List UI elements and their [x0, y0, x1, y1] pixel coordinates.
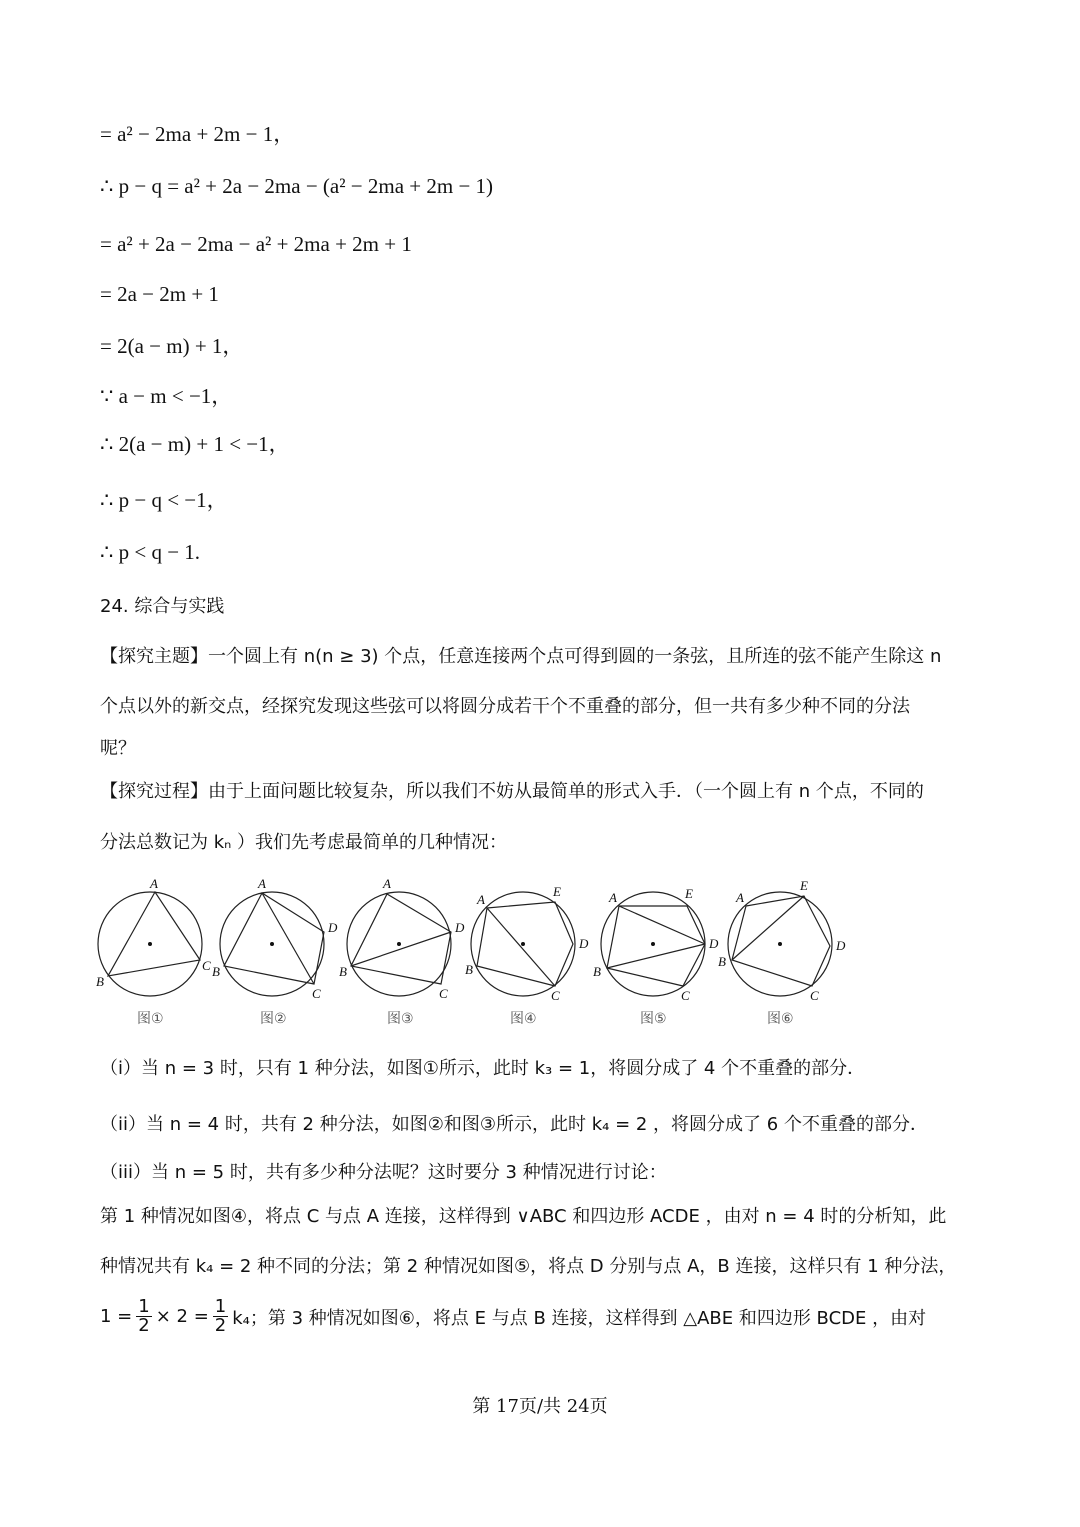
case-iii: （iii）当 n = 5 时，共有多少种分法呢？这时要分 3 种情况进行讨论：: [100, 1162, 667, 1183]
fraction-half: [136, 1298, 151, 1335]
question-title: 24. 综合与实践: [100, 596, 225, 617]
svg-text:A: A: [736, 890, 744, 905]
eq-part: 1 =: [100, 1306, 133, 1327]
fraction-denominator: 2: [214, 1315, 227, 1336]
figure-3: [339, 876, 465, 1001]
topic-line-1: [100, 642, 941, 668]
topic-label: 【探究主题】: [100, 646, 208, 667]
svg-text:C: C: [202, 958, 211, 973]
discussion-line-2: 种情况共有 k₄ = 2 种不同的分法；第 2 种情况如图⑤，将点 D 分别与点 A，B 连接，这样只有 1 种分法，: [100, 1256, 957, 1277]
topic-line-2: 个点以外的新交点，经探究发现这些弦可以将圆分成若干个不重叠的部分，但一共有多少种不同的分法: [100, 696, 910, 717]
svg-text:E: E: [685, 886, 693, 901]
math-line: ∴ p − q = a² + 2a − 2ma − (a² − 2ma + 2m − 1): [100, 174, 494, 198]
math-line: ∵ a − m < −1，: [100, 384, 233, 408]
figure-caption: 图⑥: [767, 1011, 794, 1027]
svg-text:C: C: [551, 988, 560, 1003]
math-line: = a² − 2ma + 2m − 1，: [100, 122, 295, 146]
svg-text:D: D: [709, 936, 719, 951]
process-text: 由于上面问题比较复杂，所以我们不妨从最简单的形式入手．（一个圆上有 n 个点，不同的: [208, 781, 924, 802]
process-line-1: [100, 777, 924, 803]
figure-caption: 图①: [137, 1011, 164, 1027]
figure-caption: 图⑤: [640, 1011, 667, 1027]
svg-text:D: D: [455, 920, 465, 935]
figure-6: [718, 878, 846, 1003]
svg-text:B: B: [339, 964, 347, 979]
fraction-numerator: 1: [214, 1296, 227, 1317]
eq-part: k₄；第 3 种情况如图⑥，将点 E 与点 B 连接，这样得到 △ABE 和四边形 BCDE ，由对: [232, 1307, 927, 1329]
discussion-line-3: [100, 1298, 926, 1335]
svg-text:A: A: [150, 876, 158, 891]
svg-text:C: C: [810, 988, 819, 1003]
figure-5: [593, 886, 719, 1003]
topic-text: 一个圆上有 n(n ≥ 3) 个点，任意连接两个点可得到圆的一条弦，且所连的弦不能产生除这 n: [208, 646, 942, 667]
fraction-denominator: 2: [138, 1315, 150, 1336]
svg-text:B: B: [465, 962, 473, 977]
svg-text:A: A: [383, 876, 391, 891]
fraction-half: [213, 1298, 228, 1335]
math-line: ∴ p − q < −1，: [100, 488, 228, 512]
math-line: ∴ 2(a − m) + 1 < −1，: [100, 432, 290, 456]
figure-caption: 图④: [510, 1011, 537, 1027]
discussion-line-1: 第 1 种情况如图④，将点 C 与点 A 连接，这样得到 ∨ABC 和四边形 ACDE ，由对 n = 4 时的分析知，此: [100, 1206, 947, 1227]
eq-part: × 2 =: [155, 1306, 209, 1327]
svg-text:B: B: [718, 954, 726, 969]
process-line-2: 分法总数记为 kₙ ）我们先考虑最简单的几种情况：: [100, 832, 508, 853]
svg-text:D: D: [579, 936, 589, 951]
svg-text:C: C: [312, 986, 321, 1001]
figure-1: [96, 876, 211, 996]
svg-text:A: A: [258, 876, 266, 891]
figure-4: [465, 884, 589, 1003]
math-line: ∴ p < q − 1.: [100, 540, 201, 564]
svg-text:A: A: [609, 890, 617, 905]
svg-text:E: E: [800, 878, 808, 893]
math-line: = 2(a − m) + 1，: [100, 334, 244, 358]
svg-text:D: D: [836, 938, 846, 953]
figure-2: [212, 876, 338, 1001]
case-i: （i）当 n = 3 时，只有 1 种分法，如图①所示，此时 k₃ = 1，将圆分成了 4 个不重叠的部分．: [100, 1058, 866, 1079]
fraction-numerator: 1: [138, 1296, 150, 1317]
svg-text:D: D: [328, 920, 338, 935]
figure-caption: 图②: [260, 1011, 287, 1027]
svg-text:E: E: [553, 884, 561, 899]
page-footer: 第 17页/共 24页: [472, 1396, 608, 1417]
figure-caption: 图③: [387, 1011, 414, 1027]
topic-line-3: 呢？: [100, 738, 136, 759]
chord-figures: [95, 872, 855, 1032]
svg-text:A: A: [477, 892, 485, 907]
svg-text:B: B: [593, 964, 601, 979]
process-label: 【探究过程】: [100, 781, 208, 802]
svg-text:C: C: [681, 988, 690, 1003]
math-line: = a² + 2a − 2ma − a² + 2ma + 2m + 1: [100, 232, 412, 256]
svg-text:B: B: [212, 964, 220, 979]
math-line: = 2a − 2m + 1: [100, 282, 219, 306]
svg-text:B: B: [96, 974, 104, 989]
case-ii: （ii）当 n = 4 时，共有 2 种分法，如图②和图③所示，此时 k₄ = 2 ，将圆分成了 6 个不重叠的部分．: [100, 1114, 928, 1135]
svg-text:C: C: [439, 986, 448, 1001]
